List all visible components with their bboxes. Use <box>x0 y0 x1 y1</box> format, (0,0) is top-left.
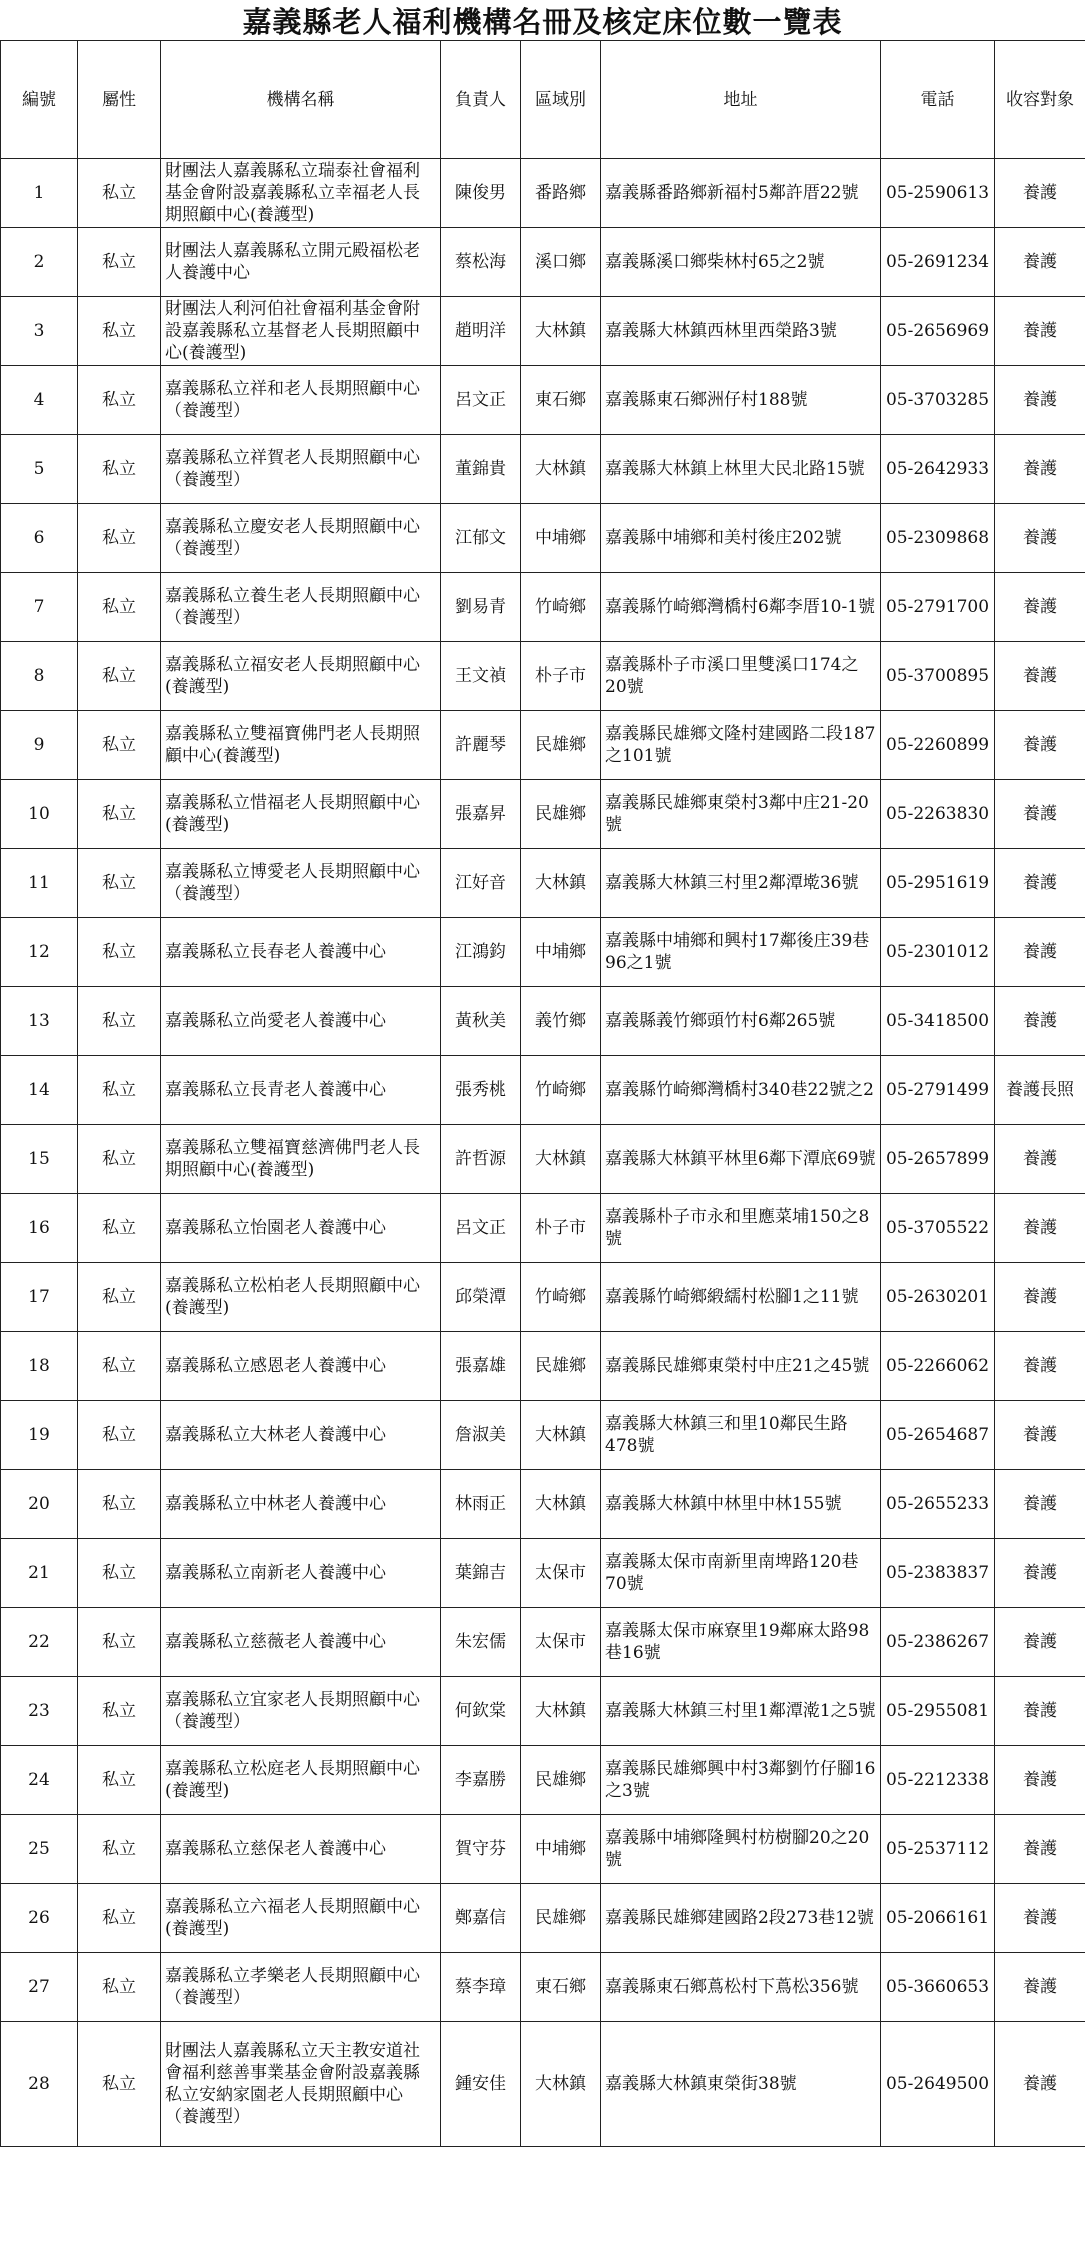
cell-target: 養護 <box>995 1401 1085 1470</box>
cell-address: 嘉義縣中埔鄉和美村後庄202號 <box>601 504 881 573</box>
cell-institution-name: 嘉義縣私立福安老人長期照顧中心(養護型) <box>161 642 441 711</box>
cell-number: 20 <box>1 1470 78 1539</box>
cell-number: 19 <box>1 1401 78 1470</box>
cell-target: 養護 <box>995 435 1085 504</box>
cell-phone: 05-2642933 <box>881 435 995 504</box>
cell-phone: 05-2383837 <box>881 1539 995 1608</box>
cell-manager: 葉錦吉 <box>441 1539 521 1608</box>
cell-area: 民雄鄉 <box>521 711 601 780</box>
table-header-row <box>1 41 1085 159</box>
cell-number: 9 <box>1 711 78 780</box>
cell-type: 私立 <box>78 1332 161 1401</box>
cell-type: 私立 <box>78 297 161 366</box>
cell-phone: 05-2260899 <box>881 711 995 780</box>
cell-phone: 05-2649500 <box>881 2022 995 2147</box>
cell-address: 嘉義縣太保市麻寮里19鄰麻太路98巷16號 <box>601 1608 881 1677</box>
cell-address: 嘉義縣中埔鄉隆興村枋樹腳20之20號 <box>601 1815 881 1884</box>
table-row <box>1 1608 1085 1677</box>
cell-area: 大林鎮 <box>521 2022 601 2147</box>
cell-manager: 張嘉雄 <box>441 1332 521 1401</box>
cell-number: 28 <box>1 2022 78 2147</box>
cell-type: 私立 <box>78 642 161 711</box>
cell-number: 3 <box>1 297 78 366</box>
cell-target: 養護 <box>995 504 1085 573</box>
cell-phone: 05-3705522 <box>881 1194 995 1263</box>
cell-type: 私立 <box>78 504 161 573</box>
cell-target: 養護 <box>995 297 1085 366</box>
cell-number: 25 <box>1 1815 78 1884</box>
cell-area: 太保市 <box>521 1608 601 1677</box>
table-row <box>1 918 1085 987</box>
cell-institution-name: 嘉義縣私立博愛老人長期照顧中心（養護型） <box>161 849 441 918</box>
cell-target: 養護 <box>995 1953 1085 2022</box>
cell-target: 養護 <box>995 1608 1085 1677</box>
col-header-area: 區域別 <box>521 41 601 159</box>
cell-type: 私立 <box>78 1608 161 1677</box>
cell-institution-name: 嘉義縣私立祥和老人長期照顧中心（養護型） <box>161 366 441 435</box>
cell-target: 養護 <box>995 780 1085 849</box>
cell-phone: 05-2066161 <box>881 1884 995 1953</box>
cell-institution-name: 嘉義縣私立中林老人養護中心 <box>161 1470 441 1539</box>
cell-phone: 05-2657899 <box>881 1125 995 1194</box>
cell-address: 嘉義縣朴子市溪口里雙溪口174之20號 <box>601 642 881 711</box>
cell-target: 養護 <box>995 1125 1085 1194</box>
cell-manager: 蔡李璋 <box>441 1953 521 2022</box>
cell-phone: 05-2630201 <box>881 1263 995 1332</box>
cell-type: 私立 <box>78 1677 161 1746</box>
cell-target: 養護 <box>995 1539 1085 1608</box>
table-row <box>1 504 1085 573</box>
cell-number: 5 <box>1 435 78 504</box>
table-row <box>1 435 1085 504</box>
cell-institution-name: 財團法人嘉義縣私立開元殿福松老人養護中心 <box>161 228 441 297</box>
table-row <box>1 642 1085 711</box>
cell-number: 7 <box>1 573 78 642</box>
cell-target: 養護 <box>995 711 1085 780</box>
cell-institution-name: 嘉義縣私立松柏老人長期照顧中心(養護型) <box>161 1263 441 1332</box>
table-row <box>1 1332 1085 1401</box>
cell-manager: 張秀桃 <box>441 1056 521 1125</box>
cell-area: 朴子市 <box>521 642 601 711</box>
cell-phone: 05-2212338 <box>881 1746 995 1815</box>
cell-type: 私立 <box>78 1884 161 1953</box>
table-row <box>1 228 1085 297</box>
cell-target: 養護 <box>995 228 1085 297</box>
cell-target: 養護 <box>995 159 1085 228</box>
cell-address: 嘉義縣東石鄉蔦松村下蔦松356號 <box>601 1953 881 2022</box>
col-header-manager: 負責人 <box>441 41 521 159</box>
cell-address: 嘉義縣大林鎮西林里西榮路3號 <box>601 297 881 366</box>
cell-manager: 呂文正 <box>441 366 521 435</box>
cell-institution-name: 嘉義縣私立尚愛老人養護中心 <box>161 987 441 1056</box>
institution-table <box>0 40 1085 2147</box>
cell-institution-name: 嘉義縣私立六福老人長期照顧中心(養護型) <box>161 1884 441 1953</box>
cell-manager: 王文禎 <box>441 642 521 711</box>
cell-number: 6 <box>1 504 78 573</box>
table-row <box>1 1815 1085 1884</box>
cell-target: 養護 <box>995 849 1085 918</box>
cell-address: 嘉義縣竹崎鄉灣橋村340巷22號之2 <box>601 1056 881 1125</box>
cell-address: 嘉義縣大林鎮中林里中林155號 <box>601 1470 881 1539</box>
cell-manager: 朱宏儒 <box>441 1608 521 1677</box>
cell-institution-name: 嘉義縣私立祥賀老人長期照顧中心（養護型） <box>161 435 441 504</box>
cell-area: 大林鎮 <box>521 1470 601 1539</box>
cell-target: 養護 <box>995 1815 1085 1884</box>
cell-institution-name: 財團法人嘉義縣私立瑞泰社會福利基金會附設嘉義縣私立幸福老人長期照顧中心(養護型) <box>161 159 441 228</box>
cell-institution-name: 財團法人利河伯社會福利基金會附設嘉義縣私立基督老人長期照顧中心(養護型) <box>161 297 441 366</box>
cell-number: 12 <box>1 918 78 987</box>
cell-type: 私立 <box>78 435 161 504</box>
table-row <box>1 2022 1085 2147</box>
cell-manager: 江好音 <box>441 849 521 918</box>
cell-address: 嘉義縣中埔鄉和興村17鄰後庄39巷96之1號 <box>601 918 881 987</box>
cell-number: 4 <box>1 366 78 435</box>
cell-target: 養護 <box>995 1263 1085 1332</box>
cell-address: 嘉義縣大林鎮平林里6鄰下潭底69號 <box>601 1125 881 1194</box>
cell-area: 大林鎮 <box>521 1677 601 1746</box>
cell-phone: 05-2263830 <box>881 780 995 849</box>
cell-phone: 05-2309868 <box>881 504 995 573</box>
cell-manager: 許麗琴 <box>441 711 521 780</box>
cell-target: 養護 <box>995 918 1085 987</box>
cell-area: 太保市 <box>521 1539 601 1608</box>
cell-type: 私立 <box>78 1194 161 1263</box>
cell-area: 民雄鄉 <box>521 1884 601 1953</box>
table-row <box>1 366 1085 435</box>
table-row <box>1 1953 1085 2022</box>
cell-area: 民雄鄉 <box>521 1332 601 1401</box>
cell-manager: 詹淑美 <box>441 1401 521 1470</box>
cell-phone: 05-2590613 <box>881 159 995 228</box>
cell-area: 大林鎮 <box>521 849 601 918</box>
cell-phone: 05-3703285 <box>881 366 995 435</box>
table-row <box>1 780 1085 849</box>
cell-address: 嘉義縣大林鎮三村里1鄰潭漧1之5號 <box>601 1677 881 1746</box>
cell-number: 1 <box>1 159 78 228</box>
cell-institution-name: 嘉義縣私立長青老人養護中心 <box>161 1056 441 1125</box>
table-row <box>1 1539 1085 1608</box>
cell-institution-name: 嘉義縣私立雙福寶慈濟佛門老人長期照顧中心(養護型) <box>161 1125 441 1194</box>
cell-phone: 05-2266062 <box>881 1332 995 1401</box>
cell-manager: 張嘉昇 <box>441 780 521 849</box>
cell-area: 中埔鄉 <box>521 504 601 573</box>
cell-area: 民雄鄉 <box>521 780 601 849</box>
col-header-address: 地址 <box>601 41 881 159</box>
table-row <box>1 1125 1085 1194</box>
cell-area: 大林鎮 <box>521 297 601 366</box>
cell-phone: 05-2654687 <box>881 1401 995 1470</box>
cell-institution-name: 嘉義縣私立松庭老人長期照顧中心(養護型) <box>161 1746 441 1815</box>
cell-phone: 05-3418500 <box>881 987 995 1056</box>
cell-area: 義竹鄉 <box>521 987 601 1056</box>
cell-manager: 江鴻鈞 <box>441 918 521 987</box>
cell-type: 私立 <box>78 573 161 642</box>
table-row <box>1 573 1085 642</box>
cell-manager: 許哲源 <box>441 1125 521 1194</box>
cell-institution-name: 嘉義縣私立雙福寶佛門老人長期照顧中心(養護型) <box>161 711 441 780</box>
cell-number: 16 <box>1 1194 78 1263</box>
cell-institution-name: 嘉義縣私立惜福老人長期照顧中心(養護型) <box>161 780 441 849</box>
cell-type: 私立 <box>78 366 161 435</box>
cell-manager: 劉易青 <box>441 573 521 642</box>
cell-type: 私立 <box>78 2022 161 2147</box>
col-header-name: 機構名稱 <box>161 41 441 159</box>
cell-number: 11 <box>1 849 78 918</box>
cell-type: 私立 <box>78 1746 161 1815</box>
cell-address: 嘉義縣民雄鄉東榮村3鄰中庄21-20號 <box>601 780 881 849</box>
cell-area: 民雄鄉 <box>521 1746 601 1815</box>
cell-manager: 李嘉勝 <box>441 1746 521 1815</box>
cell-manager: 呂文正 <box>441 1194 521 1263</box>
cell-target: 養護 <box>995 642 1085 711</box>
cell-address: 嘉義縣朴子市永和里應菜埔150之8號 <box>601 1194 881 1263</box>
cell-phone: 05-2386267 <box>881 1608 995 1677</box>
cell-target: 養護 <box>995 1884 1085 1953</box>
table-row <box>1 1056 1085 1125</box>
cell-type: 私立 <box>78 228 161 297</box>
cell-address: 嘉義縣竹崎鄉灣橋村6鄰李厝10-1號 <box>601 573 881 642</box>
cell-target: 養護長照 <box>995 1056 1085 1125</box>
table-row <box>1 1194 1085 1263</box>
cell-manager: 黃秋美 <box>441 987 521 1056</box>
cell-type: 私立 <box>78 1401 161 1470</box>
cell-manager: 蔡松海 <box>441 228 521 297</box>
cell-institution-name: 嘉義縣私立大林老人養護中心 <box>161 1401 441 1470</box>
cell-manager: 趙明洋 <box>441 297 521 366</box>
table-row <box>1 1884 1085 1953</box>
table-row <box>1 711 1085 780</box>
cell-number: 23 <box>1 1677 78 1746</box>
cell-number: 14 <box>1 1056 78 1125</box>
cell-address: 嘉義縣民雄鄉建國路2段273巷12號 <box>601 1884 881 1953</box>
cell-manager: 陳俊男 <box>441 159 521 228</box>
col-header-phone: 電話 <box>881 41 995 159</box>
cell-area: 溪口鄉 <box>521 228 601 297</box>
cell-number: 24 <box>1 1746 78 1815</box>
table-body <box>1 159 1085 2147</box>
cell-institution-name: 嘉義縣私立南新老人養護中心 <box>161 1539 441 1608</box>
cell-type: 私立 <box>78 1815 161 1884</box>
cell-number: 17 <box>1 1263 78 1332</box>
cell-manager: 何欽棠 <box>441 1677 521 1746</box>
cell-type: 私立 <box>78 1125 161 1194</box>
cell-type: 私立 <box>78 1953 161 2022</box>
cell-address: 嘉義縣民雄鄉東榮村中庄21之45號 <box>601 1332 881 1401</box>
cell-type: 私立 <box>78 1539 161 1608</box>
cell-number: 22 <box>1 1608 78 1677</box>
cell-target: 養護 <box>995 366 1085 435</box>
cell-address: 嘉義縣民雄鄉文隆村建國路二段187之101號 <box>601 711 881 780</box>
cell-number: 10 <box>1 780 78 849</box>
cell-address: 嘉義縣大林鎮三村里2鄰潭墘36號 <box>601 849 881 918</box>
cell-manager: 鍾安佳 <box>441 2022 521 2147</box>
cell-address: 嘉義縣大林鎮上林里大民北路15號 <box>601 435 881 504</box>
cell-target: 養護 <box>995 573 1085 642</box>
cell-address: 嘉義縣民雄鄉興中村3鄰劉竹仔腳16之3號 <box>601 1746 881 1815</box>
cell-type: 私立 <box>78 1263 161 1332</box>
cell-phone: 05-2301012 <box>881 918 995 987</box>
cell-area: 竹崎鄉 <box>521 1263 601 1332</box>
cell-type: 私立 <box>78 987 161 1056</box>
cell-phone: 05-2655233 <box>881 1470 995 1539</box>
cell-phone: 05-2791499 <box>881 1056 995 1125</box>
document-title: 嘉義縣老人福利機構名冊及核定床位數一覽表 <box>242 5 843 39</box>
col-header-target: 收容對象 <box>995 41 1085 159</box>
cell-phone: 05-2537112 <box>881 1815 995 1884</box>
cell-target: 養護 <box>995 1746 1085 1815</box>
table-row <box>1 1401 1085 1470</box>
cell-address: 嘉義縣太保市南新里南埤路120巷70號 <box>601 1539 881 1608</box>
cell-number: 8 <box>1 642 78 711</box>
cell-phone: 05-2951619 <box>881 849 995 918</box>
cell-type: 私立 <box>78 1470 161 1539</box>
cell-manager: 林雨正 <box>441 1470 521 1539</box>
cell-area: 東石鄉 <box>521 1953 601 2022</box>
cell-area: 竹崎鄉 <box>521 1056 601 1125</box>
cell-manager: 鄭嘉信 <box>441 1884 521 1953</box>
cell-institution-name: 嘉義縣私立長春老人養護中心 <box>161 918 441 987</box>
cell-target: 養護 <box>995 1470 1085 1539</box>
cell-target: 養護 <box>995 1332 1085 1401</box>
cell-type: 私立 <box>78 159 161 228</box>
cell-address: 嘉義縣溪口鄉柴林村65之2號 <box>601 228 881 297</box>
col-header-type: 屬性 <box>78 41 161 159</box>
cell-number: 18 <box>1 1332 78 1401</box>
cell-institution-name: 嘉義縣私立慶安老人長期照顧中心（養護型） <box>161 504 441 573</box>
cell-area: 竹崎鄉 <box>521 573 601 642</box>
cell-institution-name: 嘉義縣私立養生老人長期照顧中心（養護型） <box>161 573 441 642</box>
cell-number: 21 <box>1 1539 78 1608</box>
table-row <box>1 1677 1085 1746</box>
cell-area: 中埔鄉 <box>521 1815 601 1884</box>
cell-phone: 05-2656969 <box>881 297 995 366</box>
cell-phone: 05-3700895 <box>881 642 995 711</box>
cell-type: 私立 <box>78 1056 161 1125</box>
cell-phone: 05-3660653 <box>881 1953 995 2022</box>
cell-target: 養護 <box>995 1677 1085 1746</box>
cell-phone: 05-2691234 <box>881 228 995 297</box>
cell-phone: 05-2955081 <box>881 1677 995 1746</box>
cell-address: 嘉義縣大林鎮東榮街38號 <box>601 2022 881 2147</box>
cell-target: 養護 <box>995 2022 1085 2147</box>
cell-manager: 董錦貴 <box>441 435 521 504</box>
cell-institution-name: 嘉義縣私立宜家老人長期照顧中心（養護型） <box>161 1677 441 1746</box>
cell-area: 大林鎮 <box>521 1125 601 1194</box>
cell-target: 養護 <box>995 1194 1085 1263</box>
cell-type: 私立 <box>78 780 161 849</box>
cell-area: 大林鎮 <box>521 435 601 504</box>
cell-manager: 賀守芬 <box>441 1815 521 1884</box>
cell-type: 私立 <box>78 711 161 780</box>
cell-area: 大林鎮 <box>521 1401 601 1470</box>
cell-area: 中埔鄉 <box>521 918 601 987</box>
cell-area: 番路鄉 <box>521 159 601 228</box>
cell-type: 私立 <box>78 849 161 918</box>
cell-address: 嘉義縣義竹鄉頭竹村6鄰265號 <box>601 987 881 1056</box>
table-row <box>1 297 1085 366</box>
cell-address: 嘉義縣番路鄉新福村5鄰許厝22號 <box>601 159 881 228</box>
table-row <box>1 1746 1085 1815</box>
cell-manager: 江郁文 <box>441 504 521 573</box>
cell-institution-name: 財團法人嘉義縣私立天主教安道社會福利慈善事業基金會附設嘉義縣私立安納家園老人長期照顧中心（養護型） <box>161 2022 441 2147</box>
cell-address: 嘉義縣大林鎮三和里10鄰民生路478號 <box>601 1401 881 1470</box>
table-row <box>1 1470 1085 1539</box>
cell-number: 26 <box>1 1884 78 1953</box>
table-row <box>1 987 1085 1056</box>
cell-institution-name: 嘉義縣私立慈保老人養護中心 <box>161 1815 441 1884</box>
cell-institution-name: 嘉義縣私立感恩老人養護中心 <box>161 1332 441 1401</box>
cell-type: 私立 <box>78 918 161 987</box>
cell-institution-name: 嘉義縣私立怡園老人養護中心 <box>161 1194 441 1263</box>
table-row <box>1 1263 1085 1332</box>
table-row <box>1 159 1085 228</box>
cell-phone: 05-2791700 <box>881 573 995 642</box>
cell-area: 東石鄉 <box>521 366 601 435</box>
cell-institution-name: 嘉義縣私立孝樂老人長期照顧中心（養護型） <box>161 1953 441 2022</box>
table-row <box>1 849 1085 918</box>
cell-number: 27 <box>1 1953 78 2022</box>
cell-address: 嘉義縣竹崎鄉緞繻村松腳1之11號 <box>601 1263 881 1332</box>
cell-target: 養護 <box>995 987 1085 1056</box>
cell-address: 嘉義縣東石鄉洲仔村188號 <box>601 366 881 435</box>
cell-area: 朴子市 <box>521 1194 601 1263</box>
cell-institution-name: 嘉義縣私立慈薇老人養護中心 <box>161 1608 441 1677</box>
cell-number: 15 <box>1 1125 78 1194</box>
col-header-number: 編號 <box>1 41 78 159</box>
cell-manager: 邱榮潭 <box>441 1263 521 1332</box>
cell-number: 2 <box>1 228 78 297</box>
cell-number: 13 <box>1 987 78 1056</box>
